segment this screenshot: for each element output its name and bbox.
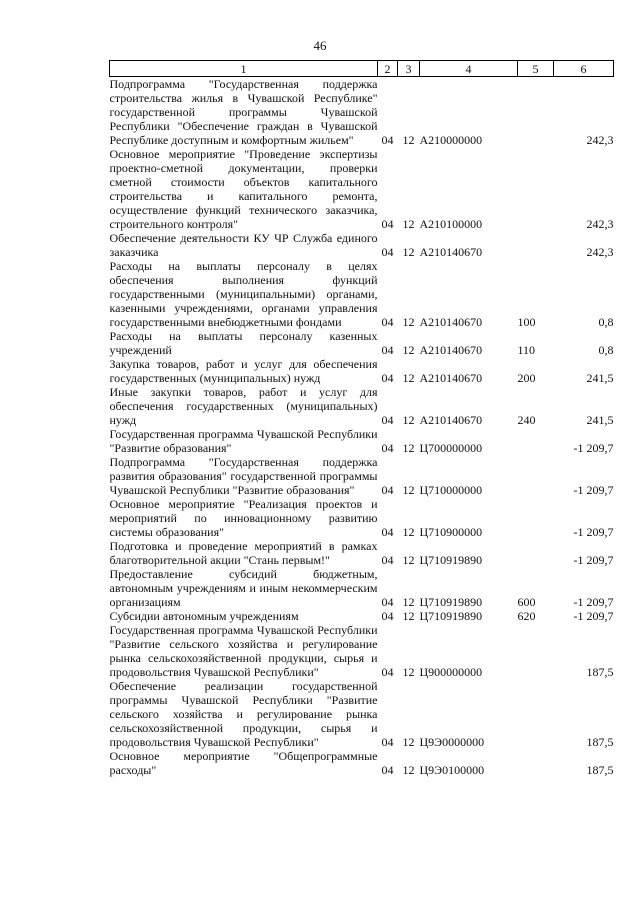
table-row [110, 427, 614, 455]
row-section: 04 [381, 609, 394, 623]
row-name: Иные закупки товаров, работ и услуг для обеспечения государственных (муниципальных) нужд [109, 385, 378, 427]
row-name: Подпрограмма "Государственная поддержка строительства жилья в Чувашской Республике" государственной программы Чувашской Республики "Обеспечение граждан в Чувашской Республике доступным и комфортным жильем" [109, 77, 378, 147]
row-expense-type [518, 77, 554, 148]
row-target-article: Ц710919890 [419, 595, 483, 609]
table-row [110, 147, 614, 231]
row-amount: 187,5 [586, 735, 614, 749]
table-row [110, 567, 614, 609]
table-row [110, 679, 614, 749]
row-expense-type [518, 455, 554, 497]
row-amount: 242,3 [586, 245, 614, 259]
row-section: 04 [381, 315, 394, 329]
row-amount: 241,5 [586, 371, 614, 385]
header-col-target-article: 4 [420, 61, 518, 77]
row-amount: 0,8 [598, 315, 614, 329]
row-name: Обеспечение реализации государственной программы Чувашской Республики "Развитие сельского хозяйства и регулирование рынка сельскохозяйственной продукции, сырья и продовольствия Чувашской Республики" [109, 679, 378, 749]
row-subsection: 12 [402, 609, 415, 623]
row-subsection: 12 [402, 343, 415, 357]
row-target-article: А210140670 [419, 413, 483, 427]
row-amount: 0,8 [598, 343, 614, 357]
header-col-name: 1 [110, 61, 378, 77]
row-target-article: Ц700000000 [419, 441, 483, 455]
row-name: Государственная программа Чувашской Республики "Развитие сельского хозяйства и регулирование рынка сельскохозяйственной продукции, сырья и продовольствия Чувашской Республики" [109, 623, 378, 679]
row-section: 04 [381, 595, 394, 609]
header-row [110, 61, 614, 77]
row-target-article: Ц9Э0100000 [419, 763, 485, 777]
row-expense-type [518, 497, 554, 539]
row-target-article: А210000000 [419, 133, 483, 147]
table-row [110, 623, 614, 679]
row-section: 04 [381, 525, 394, 539]
row-expense-type [518, 679, 554, 749]
row-expense-type: 620 [517, 609, 536, 623]
row-name: Расходы на выплаты персоналу казенных учреждений [109, 329, 378, 357]
row-section: 04 [381, 413, 394, 427]
table-row [110, 385, 614, 427]
row-subsection: 12 [402, 371, 415, 385]
row-expense-type: 240 [517, 413, 536, 427]
row-target-article: Ц710900000 [419, 525, 483, 539]
row-amount: -1 209,7 [573, 525, 614, 539]
row-name: Обеспечение деятельности КУ ЧР Служба единого заказчика [109, 231, 378, 259]
row-expense-type: 100 [517, 315, 536, 329]
row-target-article: А210140670 [419, 343, 483, 357]
row-expense-type [518, 231, 554, 259]
row-section: 04 [381, 553, 394, 567]
row-amount: 187,5 [586, 665, 614, 679]
row-section: 04 [381, 371, 394, 385]
row-name: Основное мероприятие "Общепрограммные расходы" [109, 749, 378, 777]
table-row [110, 539, 614, 567]
row-amount: -1 209,7 [573, 595, 614, 609]
header-col-section: 2 [378, 61, 398, 77]
row-subsection: 12 [402, 763, 415, 777]
row-subsection: 12 [402, 217, 415, 231]
budget-table [109, 60, 614, 777]
row-subsection: 12 [402, 413, 415, 427]
row-target-article: Ц710000000 [419, 483, 483, 497]
header-col-subsection: 3 [398, 61, 420, 77]
table-row [110, 749, 614, 777]
row-amount: -1 209,7 [573, 441, 614, 455]
row-target-article: А210140670 [419, 315, 483, 329]
row-subsection: 12 [402, 553, 415, 567]
row-expense-type [518, 539, 554, 567]
row-expense-type [518, 749, 554, 777]
row-subsection: 12 [402, 525, 415, 539]
row-name: Подготовка и проведение мероприятий в рамках благотворительной акции "Стань первым!" [109, 539, 378, 567]
row-target-article: Ц710919890 [419, 553, 483, 567]
row-amount: 241,5 [586, 413, 614, 427]
row-subsection: 12 [402, 441, 415, 455]
table-row [110, 357, 614, 385]
row-amount: -1 209,7 [573, 483, 614, 497]
row-subsection: 12 [402, 665, 415, 679]
row-subsection: 12 [402, 245, 415, 259]
row-section: 04 [381, 665, 394, 679]
row-target-article: А210140670 [419, 245, 483, 259]
table-row [110, 231, 614, 259]
row-amount: 187,5 [586, 763, 614, 777]
row-amount: -1 209,7 [573, 609, 614, 623]
row-expense-type [518, 147, 554, 231]
row-subsection: 12 [402, 735, 415, 749]
row-name: Закупка товаров, работ и услуг для обеспечения государственных (муниципальных) нужд [109, 357, 378, 385]
row-section: 04 [381, 483, 394, 497]
row-section: 04 [381, 245, 394, 259]
table-row [110, 259, 614, 329]
row-subsection: 12 [402, 133, 415, 147]
row-target-article: Ц710919890 [419, 609, 483, 623]
row-section: 04 [381, 441, 394, 455]
row-subsection: 12 [402, 315, 415, 329]
row-subsection: 12 [402, 595, 415, 609]
row-section: 04 [381, 343, 394, 357]
row-target-article: Ц9Э0000000 [419, 735, 485, 749]
row-amount: 242,3 [586, 133, 614, 147]
row-amount: -1 209,7 [573, 553, 614, 567]
row-target-article: А210140670 [419, 371, 483, 385]
row-amount: 242,3 [586, 217, 614, 231]
table-row [110, 329, 614, 357]
row-name: Предоставление субсидий бюджетным, автономным учреждениям и иным некоммерческим организациям [109, 567, 378, 609]
row-name: Основное мероприятие "Проведение экспертизы проектно-сметной документации, проверки сметной стоимости объектов капитального строительства и капитального ремонта, осуществление функций технического заказчика, строительного контроля" [109, 147, 378, 231]
row-name: Государственная программа Чувашской Республики "Развитие образования" [109, 427, 378, 455]
table-row [110, 455, 614, 497]
table-row [110, 77, 614, 148]
table-row [110, 609, 614, 623]
row-expense-type [518, 427, 554, 455]
row-section: 04 [381, 217, 394, 231]
row-name: Расходы на выплаты персоналу в целях обеспечения выполнения функций государственными (муниципальными) органами, казенными учреждениями, органами управления государственными внебюджетными фондами [109, 259, 378, 329]
row-expense-type: 200 [517, 371, 536, 385]
row-section: 04 [381, 763, 394, 777]
row-section: 04 [381, 735, 394, 749]
row-name: Основное мероприятие "Реализация проектов и мероприятий по инновационному развитию системы образования" [109, 497, 378, 539]
table-row [110, 497, 614, 539]
row-target-article: А210100000 [419, 217, 483, 231]
header-col-amount: 6 [554, 61, 614, 77]
row-name: Субсидии автономным учреждениям [109, 609, 299, 623]
page-number: 46 [313, 38, 327, 53]
row-name: Подпрограмма "Государственная поддержка развития образования" государственной программы Чувашской Республики "Развитие образования" [109, 455, 378, 497]
row-expense-type: 600 [517, 595, 536, 609]
row-section: 04 [381, 133, 394, 147]
row-target-article: Ц900000000 [419, 665, 483, 679]
row-subsection: 12 [402, 483, 415, 497]
row-expense-type: 110 [517, 343, 536, 357]
header-col-expense-type: 5 [518, 61, 554, 77]
row-expense-type [518, 623, 554, 679]
